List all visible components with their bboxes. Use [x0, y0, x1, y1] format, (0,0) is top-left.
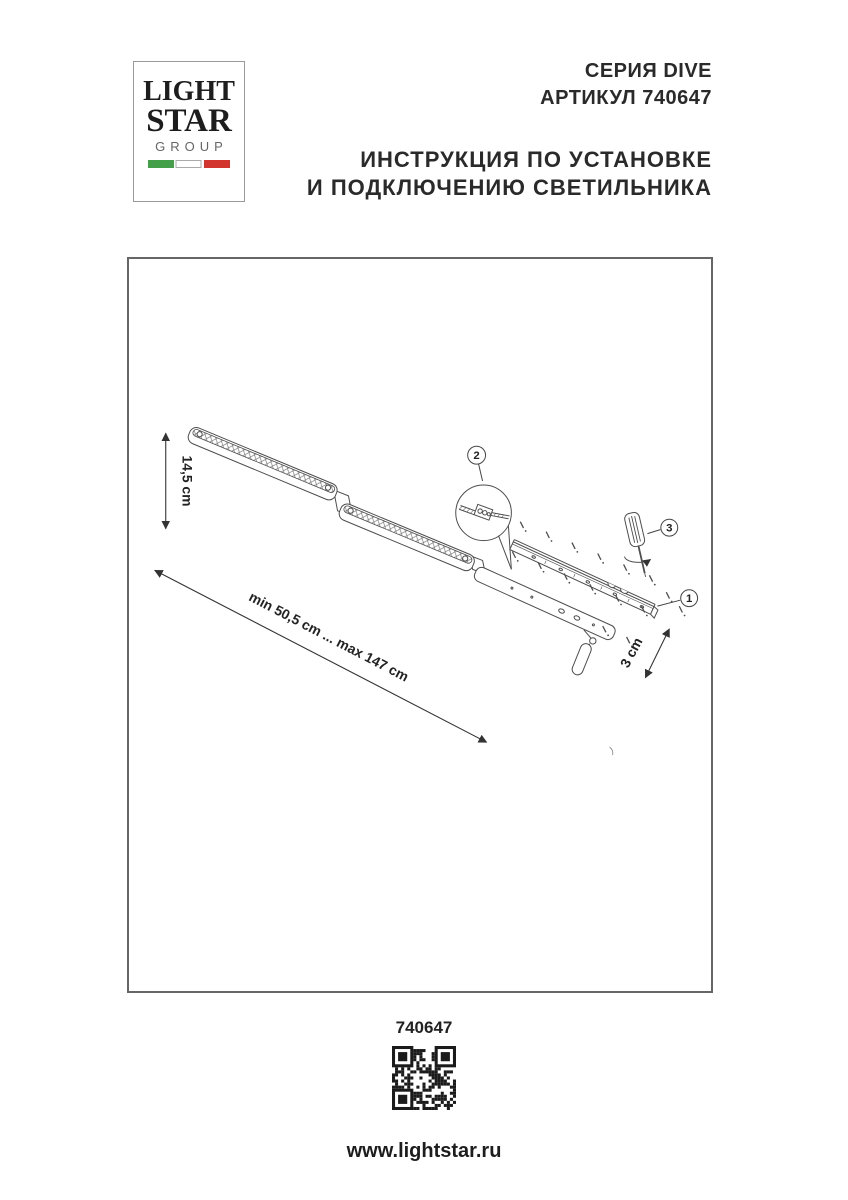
logo-text-light: LIGHT: [143, 76, 235, 107]
rotation-arrow: [625, 556, 651, 562]
dim-height-label: 14,5 cm: [179, 455, 196, 507]
article-label: АРТИКУЛ 740647: [540, 87, 712, 109]
callout-3-number: 3: [666, 522, 673, 535]
diagram-canvas: [129, 259, 711, 991]
dimension-length: [155, 570, 487, 742]
page-title-line1: ИНСТРУКЦИЯ ПО УСТАНОВКЕ: [360, 147, 712, 172]
lightstar-logo: [133, 61, 245, 202]
screwdriver-icon: [624, 511, 653, 578]
diagram-frame: [127, 257, 713, 993]
website-url: www.lightstar.ru: [346, 1140, 502, 1162]
qr-code: [392, 1046, 456, 1110]
callout-2-number: 2: [473, 450, 480, 463]
logo-text-star: STAR: [146, 103, 232, 139]
callout-3: [647, 519, 677, 536]
page-title-line2: И ПОДКЛЮЧЕНИЮ СВЕТИЛЬНИКА: [306, 175, 712, 200]
dimension-depth: [645, 629, 669, 678]
light-bar-upper: [186, 425, 339, 502]
footer-article-number: 740647: [395, 1018, 453, 1037]
cord-weight: [570, 630, 595, 677]
mount-rail: [509, 540, 660, 619]
dim-depth-label: 3 cm: [616, 634, 646, 671]
italian-flag-icon: [148, 160, 230, 168]
series-label: СЕРИЯ DIVE: [584, 60, 712, 82]
tick-mark: [610, 747, 613, 755]
dim-length-label: min 50,5 cm ... max 147 cm: [246, 588, 412, 685]
logo-text-group: GROUP: [155, 139, 228, 154]
callout-1-number: 1: [685, 593, 693, 606]
